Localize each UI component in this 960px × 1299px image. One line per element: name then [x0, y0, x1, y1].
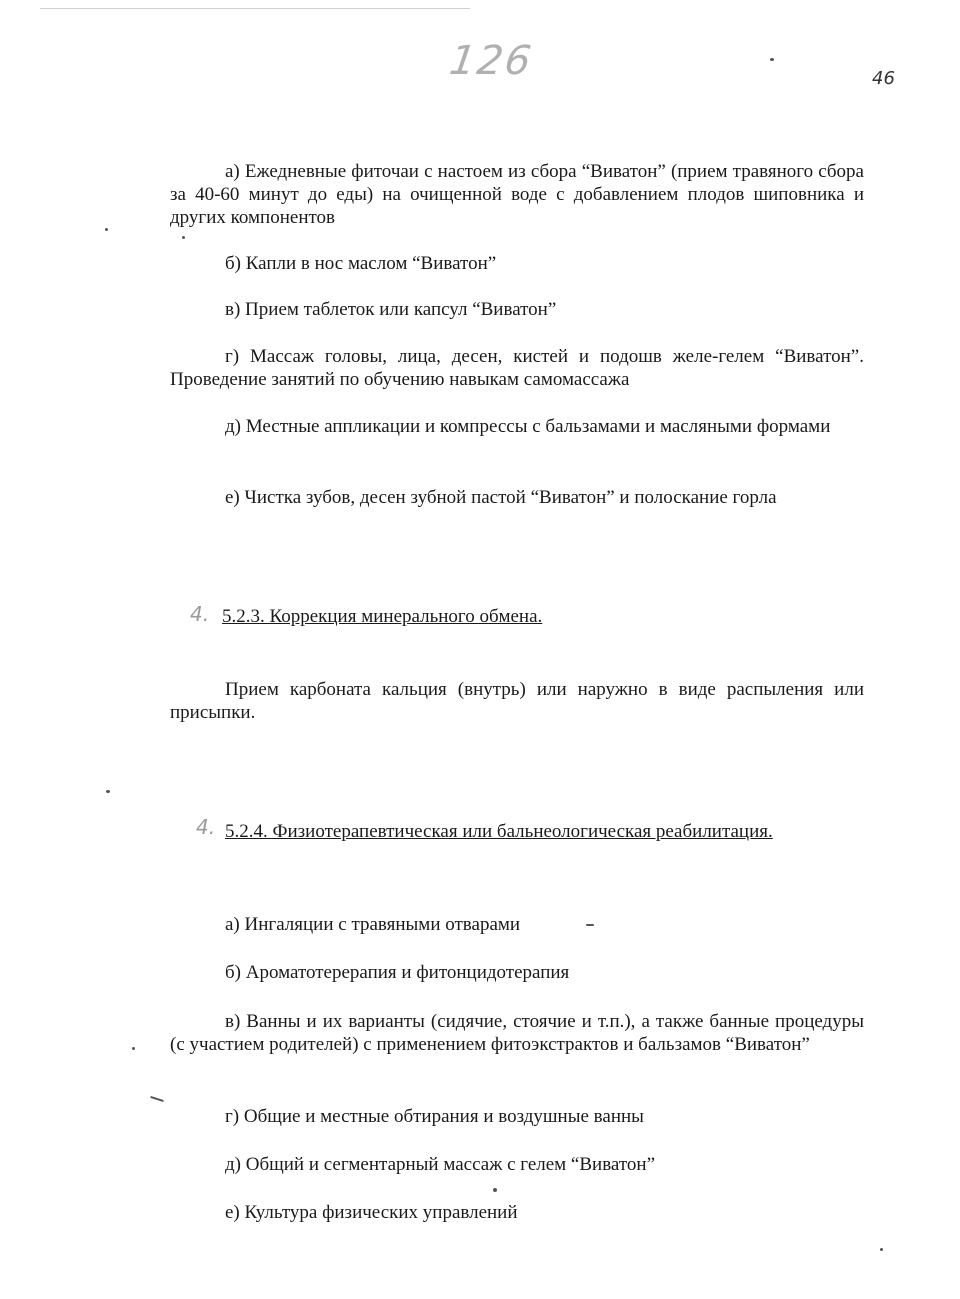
item-a-phytotea: а) Ежедневные фиточаи с настоем из сбора “Виватон” (прием травяного сбора за 40-60 минут до еды) на очищенной воде с добавлением плодов шиповника и других компонентов — [170, 161, 864, 228]
item-e-physical-culture: е) Культура физических управлений — [225, 1202, 518, 1223]
section-heading-physio: 5.2.4. Физиотерапевтическая или бальнеологическая реабилитация. — [225, 821, 773, 842]
item-g-massage: г) Массаж головы, лица, десен, кистей и подошв желе-гелем “Виватон”. Проведение занятий по обучению навыкам самомассажа — [170, 346, 864, 390]
scan-speck — [586, 924, 594, 926]
item-b-nasal-drops: б) Капли в нос маслом “Виватон” — [225, 253, 497, 274]
section-heading-mineral: 5.2.3. Коррекция минерального обмена. — [222, 606, 543, 627]
item-v-baths: в) Ванны и их варианты (сидячие, стоячие и т.п.), а также банные процедуры (с участием родителей) с применением фитоэкстрактов и бальзамов “Виватон” — [170, 1011, 864, 1055]
handwritten-section-prefix: 4. — [190, 602, 210, 626]
scan-speck — [182, 236, 185, 239]
scan-speck — [132, 1047, 135, 1050]
item-a-inhalation: а) Ингаляции с травяными отварами — [225, 914, 521, 935]
scan-speck — [493, 1188, 497, 1192]
item-e-teeth-cleaning: е) Чистка зубов, десен зубной пастой “Виватон” и полоскание горла — [225, 487, 777, 508]
scan-speck — [880, 1248, 883, 1251]
mineral-body: Прием карбоната кальция (внутрь) или наружно в виде распыления или присыпки. — [170, 679, 864, 723]
scan-speck — [105, 228, 108, 231]
item-v-tablets: в) Прием таблеток или капсул “Виватон” — [225, 299, 557, 320]
handwritten-section-prefix: 4. — [196, 815, 216, 839]
item-d-massage: д) Общий и сегментарный массаж с гелем “Виватон” — [225, 1154, 656, 1175]
scan-speck — [106, 790, 110, 793]
item-d-applications: д) Местные аппликации и компрессы с бальзамами и масляными формами — [225, 416, 831, 437]
handwritten-page-number: 126 — [446, 38, 536, 84]
scan-top-edge — [40, 8, 470, 9]
scan-speck — [770, 58, 774, 61]
item-b-aromatherapy: б) Ароматотерерапия и фитонцидотерапия — [225, 962, 570, 983]
corner-page-number: 46 — [872, 68, 895, 89]
item-g-rubbing: г) Общие и местные обтирания и воздушные ванны — [225, 1106, 644, 1127]
scan-speck — [150, 1096, 164, 1102]
